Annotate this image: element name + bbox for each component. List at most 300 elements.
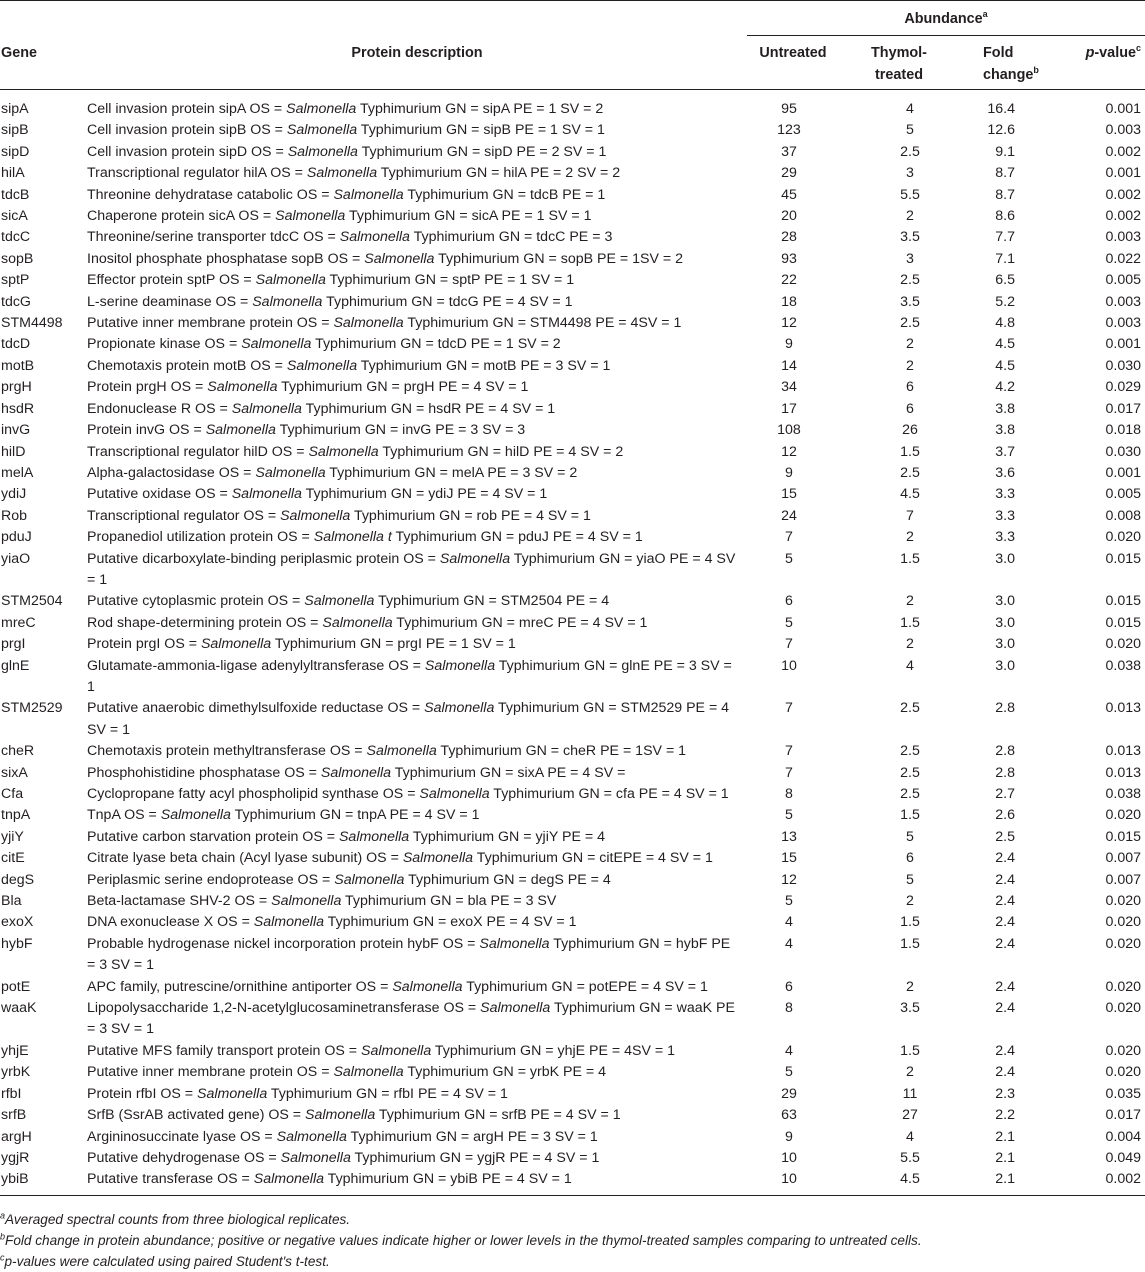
untreated-cell: 7 — [785, 636, 793, 653]
organism-name: Salmonella — [253, 1171, 324, 1188]
untreated-cell: 9 — [785, 1128, 793, 1145]
table-row — [0, 634, 1145, 655]
description-text: Putative inner membrane protein OS = — [87, 315, 334, 332]
description-text: Typhimurium GN = bla PE = 3 SV — [341, 893, 557, 910]
thymol-treated-cell: 2 — [906, 208, 914, 225]
organism-name: Salmonella — [402, 850, 474, 867]
untreated-cell: 10 — [781, 657, 797, 674]
organism-name: Salmonella — [424, 700, 495, 717]
thymol-treated-cell: 2.5 — [900, 464, 920, 481]
description-text: Protein prgH OS = — [87, 379, 208, 396]
fold-change-cell: 3.0 — [995, 657, 1015, 674]
organism-name: Salmonella — [439, 550, 511, 567]
description-text: Typhimurium GN = srfB PE = 4 SV = 1 — [375, 1107, 621, 1124]
organism-name: Salmonella — [280, 507, 351, 524]
protein-description-cell — [87, 870, 747, 891]
description-text: Putative transferase OS = — [87, 1171, 254, 1188]
description-text: Typhimurium GN = yrbK PE = 4 — [403, 1064, 607, 1081]
untreated-cell: 7 — [785, 529, 793, 546]
untreated-cell: 10 — [781, 1149, 797, 1166]
organism-name: Salmonella — [255, 272, 326, 289]
untreated-cell: 4 — [785, 935, 793, 952]
p-value-cell: 0.003 — [1105, 229, 1141, 246]
organism-name: Salmonella — [275, 208, 346, 225]
description-text: Inositol phosphate phosphatase sopB OS = — [87, 250, 365, 267]
thymol-treated-cell: 4.5 — [900, 486, 920, 503]
organism-name: Salmonella — [231, 400, 302, 417]
description-column-header: Protein description — [351, 44, 483, 61]
table-row — [0, 998, 1145, 1041]
table-row — [0, 249, 1145, 270]
p-value-cell: 0.017 — [1105, 400, 1141, 417]
p-value-cell: 0.020 — [1105, 914, 1141, 931]
gene-cell: sptP — [1, 272, 30, 289]
description-text: Chemotaxis protein methyltransferase OS = — [87, 743, 367, 760]
fold-change-cell: 2.4 — [995, 871, 1015, 888]
thymol-treated-cell: 2.5 — [900, 700, 920, 717]
organism-name: Salmonella — [231, 486, 302, 503]
protein-description-cell — [87, 377, 747, 398]
thymol-treated-cell: 6 — [906, 379, 914, 396]
p-value-cell: 0.013 — [1105, 700, 1141, 717]
table-row — [0, 1084, 1145, 1105]
organism-name: Salmonella — [286, 357, 358, 374]
description-text: Typhimurium GN = rfbI PE = 4 SV = 1 — [267, 1085, 508, 1102]
footnote: $^a$Averaged spectral counts from three biological replicates. — [0, 1210, 351, 1227]
untreated-cell: 5 — [785, 893, 793, 910]
description-text: Typhimurium GN = exoX PE = 4 SV = 1 — [324, 914, 577, 931]
gene-cell: ybiB — [1, 1171, 29, 1188]
p-value-cell: 0.001 — [1105, 165, 1141, 182]
description-text: Typhimurium GN = invG PE = 3 SV = 3 — [275, 422, 526, 439]
untreated-cell: 123 — [777, 122, 801, 139]
p-value-cell: 0.020 — [1105, 1042, 1141, 1059]
table-row — [0, 442, 1145, 463]
untreated-cell: 20 — [781, 208, 797, 225]
untreated-cell: 95 — [781, 101, 797, 117]
protein-description-cell — [87, 185, 747, 206]
gene-cell: hilA — [1, 165, 25, 182]
protein-description-cell — [87, 270, 747, 291]
gene-cell: sixA — [1, 764, 28, 781]
thymol-treated-cell: 3.5 — [900, 1000, 920, 1017]
untreated-cell: 24 — [781, 507, 797, 524]
table-row — [0, 977, 1145, 998]
protein-description-cell — [87, 313, 747, 334]
description-text: Transcriptional regulator OS = — [87, 507, 281, 524]
untreated-cell: 17 — [781, 400, 797, 417]
protein-description-cell — [87, 249, 747, 270]
organism-name: Salmonella — [252, 293, 323, 310]
fold-change-cell: 7.7 — [995, 229, 1015, 246]
protein-description-cell — [87, 784, 747, 805]
organism-name: Salmonella — [480, 1000, 551, 1017]
table-row — [0, 506, 1145, 527]
p-value-cell: 0.001 — [1105, 464, 1141, 481]
gene-cell: prgI — [1, 636, 26, 653]
gene-cell: citE — [1, 850, 25, 867]
organism-name: Salmonella — [241, 336, 312, 353]
thymol-treated-cell: 5.5 — [900, 1149, 920, 1166]
p-value-cell: 0.020 — [1105, 529, 1141, 546]
description-text: Putative anaerobic dimethylsulfoxide reductase OS = — [87, 700, 425, 717]
protein-description-cell — [87, 399, 747, 420]
p-value-cell: 0.007 — [1105, 850, 1141, 867]
fold-change-cell: 3.8 — [995, 400, 1015, 417]
description-text: Typhimurium GN = yjiY PE = 4 — [409, 828, 605, 845]
protein-description-cell — [87, 506, 747, 527]
fold-change-cell: 2.4 — [995, 978, 1015, 995]
description-text: Typhimurium GN = waaK PE = 3 SV = 1 — [87, 1000, 735, 1038]
gene-cell: tdcC — [1, 229, 31, 246]
gene-cell: sipB — [1, 122, 29, 139]
gene-cell: pduJ — [1, 529, 32, 546]
description-text: Typhimurium GN = sixA PE = 4 SV = — [391, 764, 626, 781]
table-row — [0, 827, 1145, 848]
untreated-cell: 9 — [785, 464, 793, 481]
table-row — [0, 891, 1145, 912]
gene-cell: yiaO — [1, 550, 31, 567]
description-text: Citrate lyase beta chain (Acyl lyase subunit) OS = — [87, 850, 403, 867]
description-text: Endonuclease R OS = — [87, 400, 232, 417]
table-row — [0, 206, 1145, 227]
thymol-treated-cell: 3 — [906, 165, 914, 182]
description-text: Transcriptional regulator hilA OS = — [87, 165, 307, 182]
untreated-cell: 12 — [781, 443, 797, 460]
gene-cell: yrbK — [1, 1064, 31, 1081]
thymol-treated-cell: 26 — [902, 422, 918, 439]
gene-cell: tdcB — [1, 186, 30, 203]
description-text: Typhimurium GN = ydiJ PE = 4 SV = 1 — [301, 486, 548, 503]
description-text: Beta-lactamase SHV-2 OS = — [87, 893, 272, 910]
description-text: Typhimurium GN = yiaO PE = 4 SV = 1 — [87, 550, 736, 588]
p-value-cell: 0.049 — [1105, 1149, 1141, 1166]
protein-description-cell — [87, 805, 747, 826]
description-text: Typhimurium GN = yhjE PE = 4SV = 1 — [431, 1042, 676, 1059]
thymol-treated-cell: 1.5 — [900, 550, 920, 567]
table-row — [0, 1127, 1145, 1148]
gene-cell: cheR — [1, 743, 35, 760]
organism-name: Salmonella — [255, 464, 326, 481]
p-value-cell: 0.001 — [1105, 101, 1141, 117]
table-row — [0, 912, 1145, 933]
description-text: Typhimurium GN = citEPE = 4 SV = 1 — [473, 850, 713, 867]
table-row — [0, 399, 1145, 420]
description-text: Putative inner membrane protein OS = — [87, 1064, 334, 1081]
table-row — [0, 870, 1145, 891]
organism-name: Salmonella — [271, 893, 342, 910]
gene-cell: ygjR — [1, 1149, 30, 1166]
protein-description-cell — [87, 891, 747, 912]
table-row — [0, 549, 1145, 592]
fold-change-cell: 3.3 — [995, 486, 1015, 503]
gene-cell: STM2529 — [1, 700, 63, 717]
untreated-cell: 13 — [781, 828, 797, 845]
p-value-cell: 0.020 — [1105, 978, 1141, 995]
description-text: Typhimurium GN = motB PE = 3 SV = 1 — [357, 357, 611, 374]
p-value-cell: 0.020 — [1105, 636, 1141, 653]
description-text: Protein invG OS = — [87, 422, 206, 439]
gene-cell: motB — [1, 357, 35, 374]
gene-cell: exoX — [1, 914, 34, 931]
organism-name: Salmonella — [338, 828, 410, 845]
gene-cell: yjiY — [1, 828, 24, 845]
thymol-treated-cell: 3.5 — [900, 293, 920, 310]
table-body — [0, 90, 1145, 1196]
description-text: Typhimurium GN = melA PE = 3 SV = 2 — [325, 464, 578, 481]
table-row — [0, 1105, 1145, 1126]
protein-description-cell — [87, 163, 747, 184]
thymol-treated-cell: 2.5 — [900, 272, 920, 289]
gene-cell: waaK — [1, 1000, 37, 1017]
thymol-treated-cell: 5 — [906, 122, 914, 139]
protein-description-cell — [87, 591, 747, 612]
fold-change-cell: 2.4 — [995, 1000, 1015, 1017]
protein-description-cell — [87, 484, 747, 505]
untreated-cell: 45 — [781, 186, 797, 203]
protein-description-cell — [87, 527, 747, 548]
p-value-cell: 0.030 — [1105, 357, 1141, 374]
description-text: Typhimurium GN = STM4498 PE = 4SV = 1 — [403, 315, 682, 332]
fold-change-cell: 2.8 — [995, 764, 1015, 781]
gene-cell: sipD — [1, 143, 30, 160]
table-row — [0, 763, 1145, 784]
fold-change-cell: 2.4 — [995, 1042, 1015, 1059]
description-text: Effector protein sptP OS = — [87, 272, 256, 289]
description-text: Protein prgI OS = — [87, 636, 201, 653]
protein-description-cell — [87, 227, 747, 248]
untreated-cell: 14 — [781, 357, 797, 374]
p-value-cell: 0.017 — [1105, 1107, 1141, 1124]
thymol-treated-column-header: Thymol- treated — [871, 45, 927, 83]
table-row — [0, 313, 1145, 334]
protein-description-cell — [87, 90, 747, 121]
p-value-cell: 0.002 — [1105, 208, 1141, 225]
fold-change-cell: 2.8 — [995, 700, 1015, 717]
p-value-cell: 0.030 — [1105, 443, 1141, 460]
thymol-treated-cell: 1.5 — [900, 614, 920, 631]
table-row — [0, 1148, 1145, 1169]
fold-change-cell: 2.1 — [995, 1171, 1015, 1188]
table-row — [0, 1041, 1145, 1062]
untreated-cell: 12 — [781, 871, 797, 888]
untreated-cell: 15 — [781, 486, 797, 503]
fold-change-cell: 4.2 — [995, 379, 1015, 396]
organism-name: Salmonella — [334, 871, 405, 888]
description-text: Cyclopropane fatty acyl phospholipid synthase OS = — [87, 786, 420, 802]
organism-name: Salmonella — [339, 229, 410, 246]
thymol-treated-cell: 4.5 — [900, 1171, 920, 1188]
gene-cell: ydiJ — [1, 486, 27, 503]
fold-change-cell: 16.4 — [987, 101, 1015, 117]
thymol-treated-cell: 2 — [906, 593, 914, 610]
untreated-cell: 108 — [777, 422, 801, 439]
protein-description-cell — [87, 827, 747, 848]
untreated-cell: 5 — [785, 550, 793, 567]
organism-name: Salmonella — [305, 1107, 376, 1124]
fold-change-cell: 2.7 — [995, 786, 1015, 802]
thymol-treated-cell: 2 — [906, 893, 914, 910]
organism-name: Salmonella — [207, 379, 278, 396]
thymol-treated-cell: 27 — [902, 1107, 918, 1124]
thymol-treated-cell: 2.5 — [900, 315, 920, 332]
fold-change-cell: 2.4 — [995, 914, 1015, 931]
gene-cell: prgH — [1, 379, 32, 396]
thymol-treated-cell: 1.5 — [900, 935, 920, 952]
p-value-cell: 0.007 — [1105, 871, 1141, 888]
protein-description-cell — [87, 292, 747, 313]
fold-change-cell: 2.3 — [995, 1085, 1015, 1102]
organism-name: Salmonella — [392, 978, 463, 995]
description-text: Typhimurium GN = hilD PE = 4 SV = 2 — [378, 443, 624, 460]
organism-name: Salmonella — [419, 786, 490, 802]
fold-change-column-header: Fold change$^b$ — [983, 45, 1039, 83]
gene-cell: Rob — [1, 507, 28, 524]
description-text: Putative MFS family transport protein OS = — [87, 1042, 362, 1059]
protein-description-cell — [87, 912, 747, 933]
description-text: Typhimurium GN = pduJ PE = 4 SV = 1 — [391, 529, 643, 546]
description-text: Typhimurium GN = tdcD PE = 1 SV = 2 — [311, 336, 561, 353]
fold-change-cell: 3.6 — [995, 464, 1015, 481]
footnote: $^b$Fold change in protein abundance; positive or negative values indicate higher or lower levels in the thymol-treated samples comparing to untreated cells. — [0, 1231, 922, 1248]
description-text: Typhimurium GN = STM2504 PE = 4 — [374, 593, 610, 610]
protein-description-cell — [87, 613, 747, 634]
protein-description-cell — [87, 1148, 747, 1169]
fold-change-cell: 2.2 — [995, 1107, 1015, 1124]
gene-cell: melA — [1, 464, 34, 481]
description-text: Typhimurium GN = prgH PE = 4 SV = 1 — [277, 379, 529, 396]
description-text: Chaperone protein sicA OS = — [87, 208, 276, 225]
p-value-cell: 0.020 — [1105, 807, 1141, 824]
p-value-cell: 0.002 — [1105, 143, 1141, 160]
p-value-cell: 0.038 — [1105, 786, 1141, 802]
p-value-cell: 0.015 — [1105, 614, 1141, 631]
thymol-treated-cell: 3 — [906, 250, 914, 267]
protein-description-cell — [87, 334, 747, 355]
protein-description-cell — [87, 763, 747, 784]
organism-name: Salmonella — [322, 614, 393, 631]
untreated-cell: 37 — [781, 143, 797, 160]
table-row — [0, 527, 1145, 548]
protein-description-cell — [87, 1062, 747, 1083]
organism-name: Salmonella — [286, 101, 357, 117]
fold-change-cell: 3.0 — [995, 614, 1015, 631]
untreated-column-header: Untreated — [759, 45, 827, 61]
gene-cell: potE — [1, 978, 31, 995]
organism-name: Salmonella — [333, 186, 404, 203]
fold-change-cell: 3.8 — [995, 422, 1015, 439]
organism-name: Salmonella — [287, 143, 358, 160]
organism-name: Salmonella — [333, 1064, 404, 1081]
thymol-treated-cell: 1.5 — [900, 807, 920, 824]
p-value-cell: 0.015 — [1105, 550, 1141, 567]
description-text: Chemotaxis protein motB OS = — [87, 357, 287, 374]
table-row — [0, 292, 1145, 313]
table-row — [0, 656, 1145, 699]
table-row — [0, 463, 1145, 484]
p-value-cell: 0.020 — [1105, 1000, 1141, 1017]
description-text: Typhimurium GN = sipA PE = 1 SV = 2 — [356, 101, 604, 117]
description-text: Propionate kinase OS = — [87, 336, 242, 353]
description-text: Typhimurium GN = hsdR PE = 4 SV = 1 — [301, 400, 556, 417]
thymol-treated-cell: 11 — [902, 1085, 918, 1102]
p-value-cell: 0.004 — [1105, 1128, 1141, 1145]
protein-description-cell — [87, 442, 747, 463]
fold-change-cell: 2.5 — [995, 828, 1015, 845]
untreated-cell: 5 — [785, 807, 793, 824]
untreated-cell: 93 — [781, 250, 797, 267]
gene-cell: srfB — [1, 1107, 27, 1124]
untreated-cell: 7 — [785, 764, 793, 781]
fold-change-cell: 3.7 — [995, 443, 1015, 460]
organism-name: Salmonella — [320, 764, 392, 781]
organism-name: Salmonella — [280, 1149, 351, 1166]
protein-description-cell — [87, 1084, 747, 1105]
p-value-cell: 0.001 — [1105, 336, 1141, 353]
p-value-cell: 0.015 — [1105, 828, 1141, 845]
description-text: Typhimurium GN = sipD PE = 2 SV = 1 — [357, 143, 607, 160]
table-row — [0, 334, 1145, 355]
description-text: Typhimurium GN = hilA PE = 2 SV = 2 — [377, 165, 621, 182]
fold-change-cell: 2.4 — [995, 850, 1015, 867]
p-value-cell: 0.008 — [1105, 507, 1141, 524]
table-row — [0, 142, 1145, 163]
thymol-treated-cell: 5 — [906, 871, 914, 888]
gene-cell: tdcD — [1, 336, 31, 353]
fold-change-cell: 3.0 — [995, 550, 1015, 567]
thymol-treated-cell: 4 — [906, 101, 914, 117]
description-text: Typhimurium GN = tdcG PE = 4 SV = 1 — [322, 293, 573, 310]
description-text: Typhimurium GN = mreC PE = 4 SV = 1 — [392, 614, 648, 631]
untreated-cell: 4 — [785, 1042, 793, 1059]
gene-cell: glnE — [1, 657, 30, 674]
header-spacer — [87, 1, 747, 36]
fold-change-cell: 2.4 — [995, 1064, 1015, 1081]
description-text: Typhimurium GN = cheR PE = 1SV = 1 — [436, 743, 687, 760]
description-text: Transcriptional regulator hilD OS = — [87, 443, 309, 460]
description-text: Typhimurium GN = potEPE = 4 SV = 1 — [462, 978, 708, 995]
table-row — [0, 1062, 1145, 1083]
description-text: Propanediol utilization protein OS = — [87, 529, 314, 546]
description-text: Typhimurium GN = glnE PE = 3 SV = 1 — [87, 657, 732, 695]
untreated-cell: 28 — [781, 229, 797, 246]
organism-name: Salmonella — [364, 250, 435, 267]
protein-description-cell — [87, 1041, 747, 1062]
protein-description-cell — [87, 848, 747, 869]
description-text: Typhimurium GN = sptP PE = 1 SV = 1 — [325, 272, 575, 289]
untreated-cell: 22 — [781, 272, 797, 289]
protein-description-cell — [87, 998, 747, 1041]
organism-name: Salmonella — [308, 443, 379, 460]
organism-name: Salmonella — [286, 122, 358, 139]
table-row — [0, 698, 1145, 741]
organism-name: Salmonella — [366, 743, 437, 760]
untreated-cell: 8 — [785, 786, 793, 802]
organism-name: Salmonella — [361, 1042, 432, 1059]
table-row — [0, 120, 1145, 141]
table-row — [0, 848, 1145, 869]
gene-cell: sopB — [1, 250, 34, 267]
thymol-treated-cell: 1.5 — [900, 914, 920, 931]
fold-change-cell: 9.1 — [995, 143, 1015, 160]
p-value-cell: 0.002 — [1105, 186, 1141, 203]
untreated-cell: 12 — [781, 315, 797, 332]
table-row — [0, 934, 1145, 977]
thymol-treated-cell: 6 — [906, 400, 914, 417]
p-value-cell: 0.022 — [1105, 250, 1141, 267]
fold-change-cell: 3.3 — [995, 507, 1015, 524]
gene-cell: sipA — [1, 101, 29, 117]
